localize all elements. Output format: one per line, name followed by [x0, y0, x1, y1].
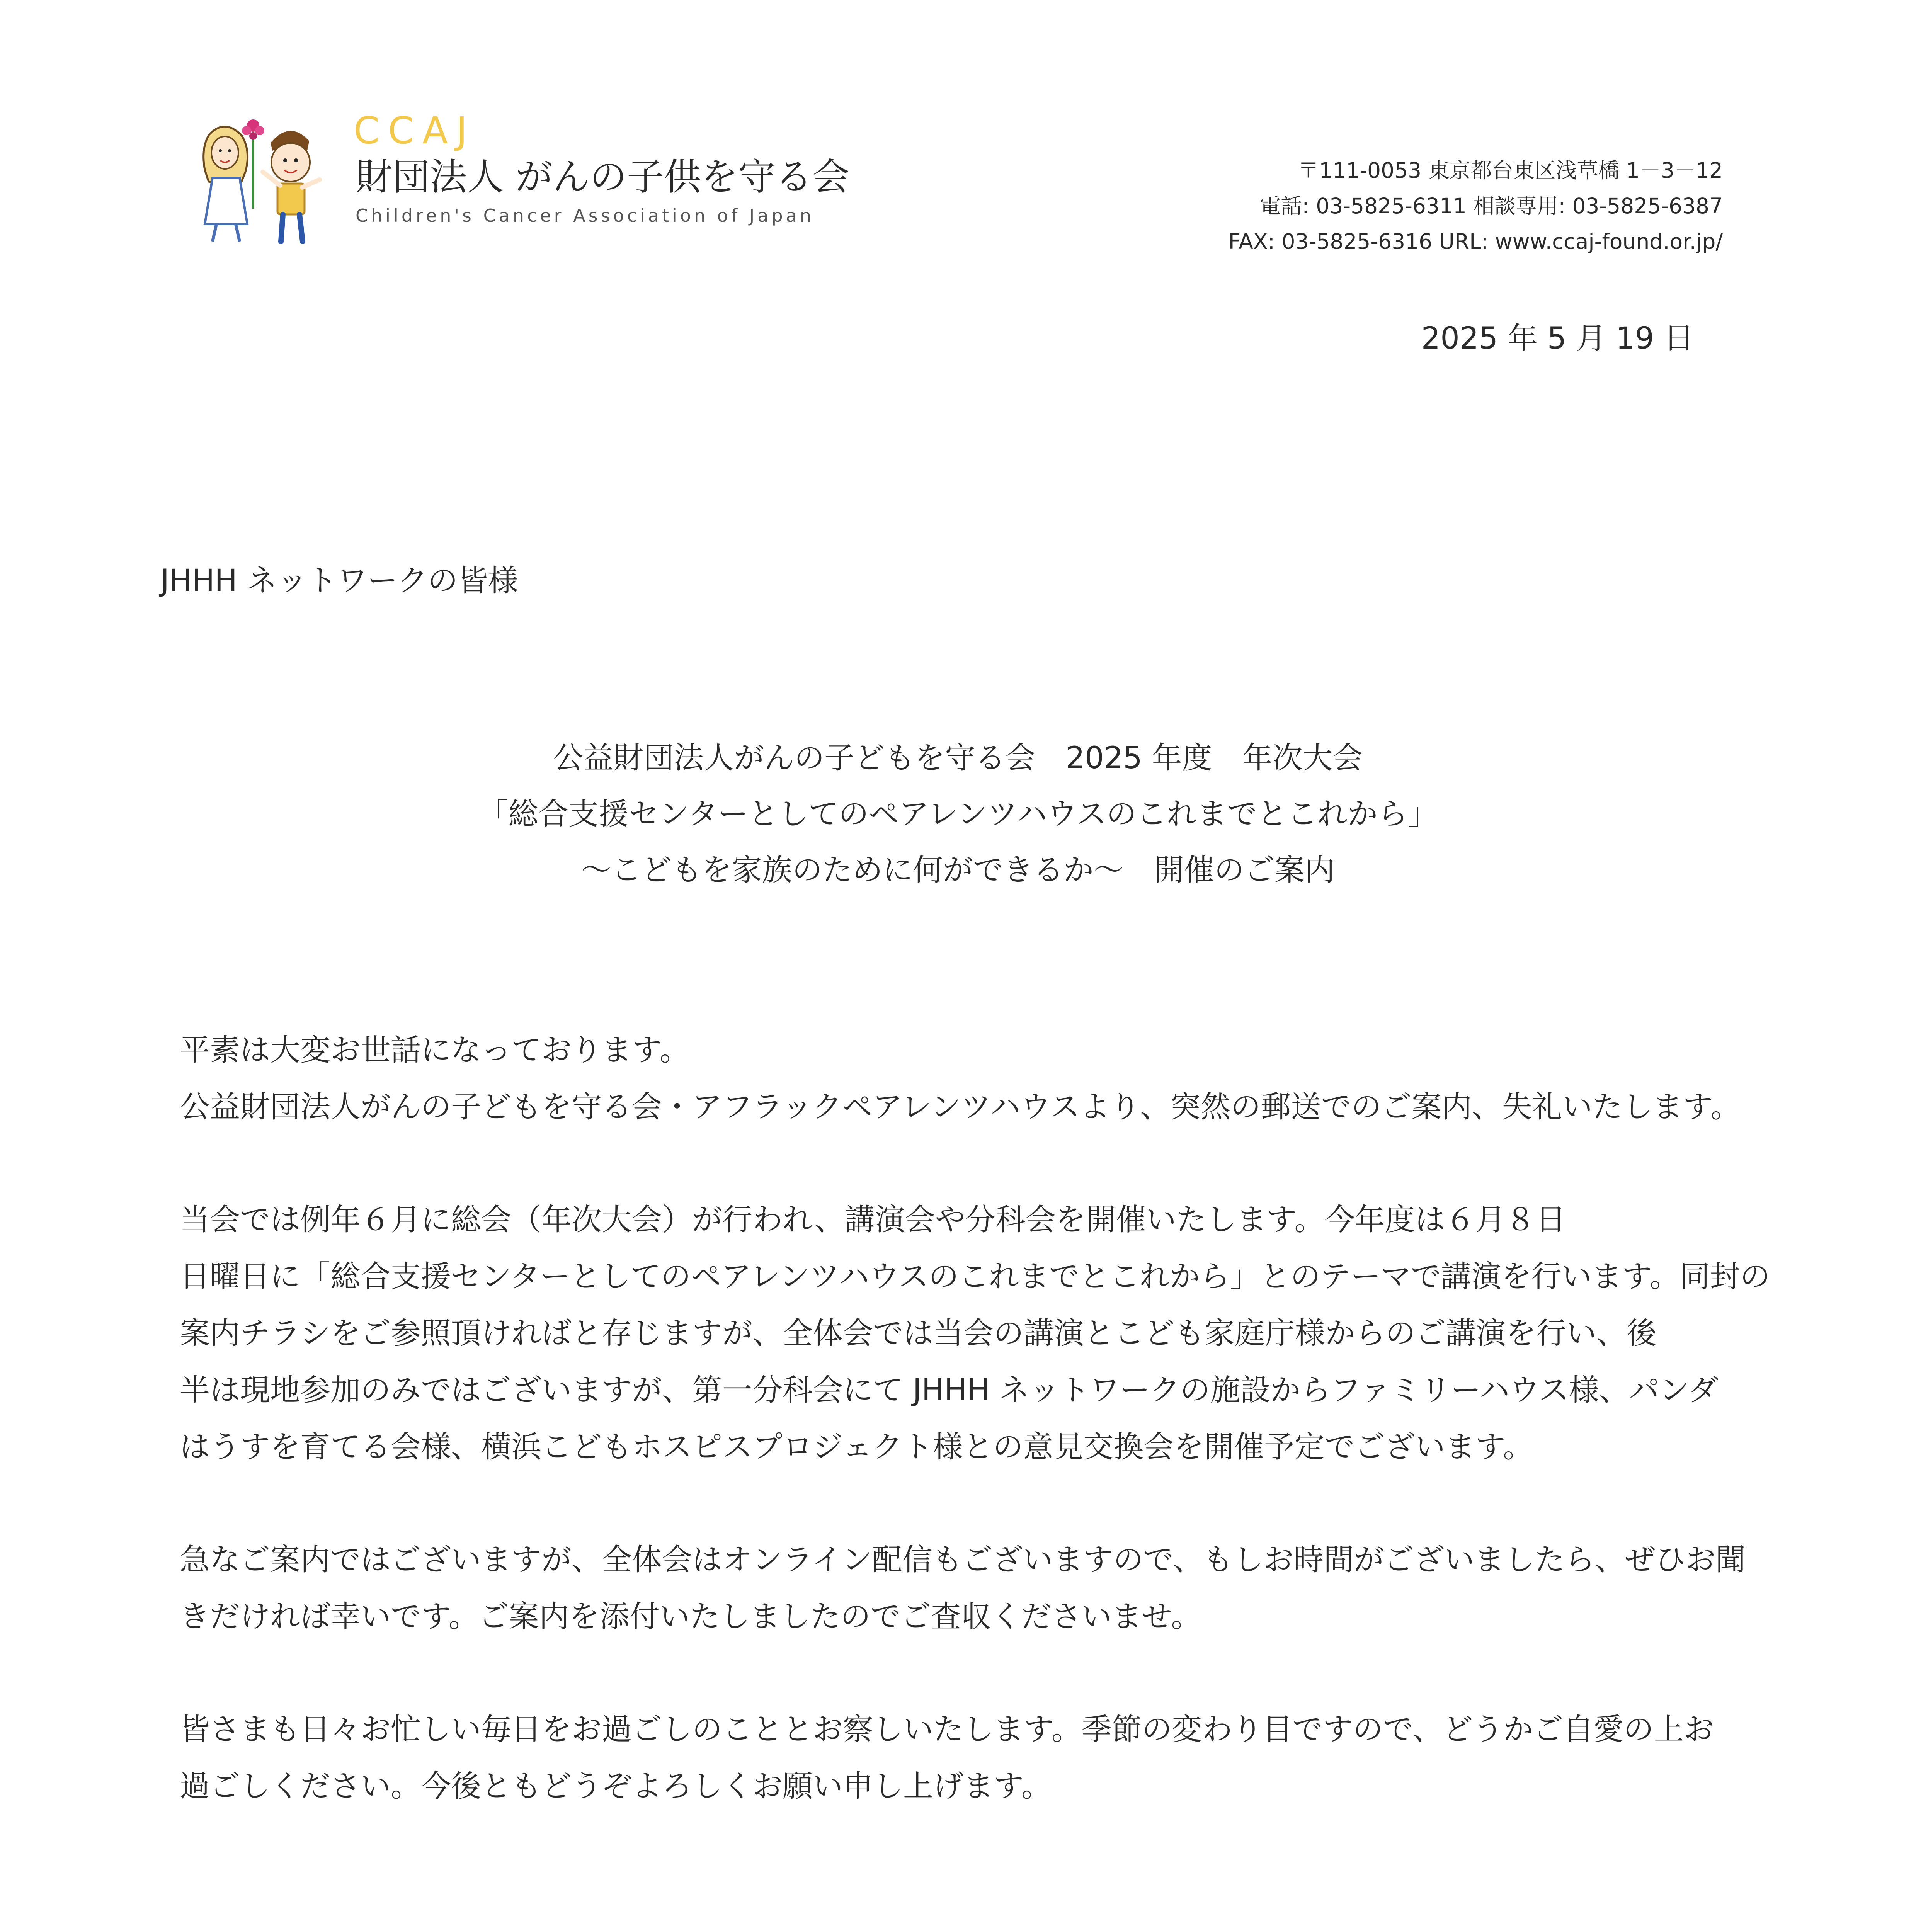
children-illustration-icon: [182, 108, 344, 247]
body-line: 日曜日に「総合支援センターとしてのペアレンツハウスのこれまでとこれから」とのテーマで講演を行います。同封の: [180, 1259, 1770, 1294]
body-line: 過ごしください。今後ともどうぞよろしくお願い申し上げます。: [180, 1769, 1052, 1804]
body-paragraph-online: [180, 1532, 1746, 1645]
body-paragraph-closing: [180, 1701, 1714, 1815]
ccaj-logo: [182, 108, 877, 263]
body-paragraph-greeting: [180, 1022, 1741, 1136]
body-line: 急なご案内ではございますが、全体会はオンライン配信もございますので、もしお時間がございましたら、ぜひお聞: [180, 1543, 1746, 1577]
title-line-3: ～こどもを家族のために何ができるか～ 開催のご案内: [581, 853, 1335, 888]
letter-date: 2025 年 5 月 19 日: [1421, 321, 1694, 356]
logo-org-prefix: 財団法人: [356, 155, 504, 199]
body-line: 案内チラシをご参照頂ければと存じますが、全体会では当会の講演とこども家庭庁様からのご講演を行い、後: [180, 1316, 1657, 1351]
letter-title: [0, 730, 1916, 898]
title-line-2: 「総合支援センターとしてのペアレンツハウスのこれまでとこれから」: [478, 797, 1438, 832]
contact-address-block: [1229, 153, 1723, 259]
addressee: JHHH ネットワークの皆様: [160, 563, 518, 598]
logo-org-main: がんの子供を守る会: [516, 155, 849, 199]
phone-numbers: 電話: 03-5825-6311 相談専用: 03-5825-6387: [1259, 194, 1723, 218]
body-line: 半は現地参加のみではございますが、第一分科会にて JHHH ネットワークの施設からファミリーハウス様、パンダ: [180, 1373, 1719, 1408]
letter-body: [180, 1022, 1770, 1871]
body-line: きだければ幸いです。ご案内を添付いたしましたのでご査収くださいませ。: [180, 1599, 1201, 1634]
body-line: 公益財団法人がんの子どもを守る会・アフラックペアレンツハウスより、突然の郵送でのご案内、失礼いたします。: [180, 1090, 1741, 1124]
logo-org-name: [356, 155, 849, 199]
title-line-1: 公益財団法人がんの子どもを守る会 2025 年度 年次大会: [553, 741, 1363, 776]
logo-english-name: Children's Cancer Association of Japan: [356, 205, 815, 226]
body-line: はうすを育てる会様、横浜こどもホスピスプロジェクト様との意見交換会を開催予定でございます。: [180, 1430, 1533, 1464]
body-paragraph-event: [180, 1192, 1770, 1476]
body-line: 平素は大変お世話になっております。: [180, 1033, 690, 1068]
body-line: 当会では例年６月に総会（年次大会）が行われ、講演会や分科会を開催いたします。今年度は６月８日: [180, 1202, 1566, 1237]
fax-and-url: FAX: 03-5825-6316 URL: www.ccaj-found.or.jp/: [1228, 229, 1723, 254]
postal-address: 〒111-0053 東京都台東区浅草橋 1－3－12: [1298, 158, 1723, 183]
logo-acronym: CCAJ: [354, 109, 476, 152]
body-line: 皆さまも日々お忙しい毎日をお過ごしのこととお察しいたします。季節の変わり目ですので、どうかご自愛の上お: [180, 1712, 1714, 1747]
